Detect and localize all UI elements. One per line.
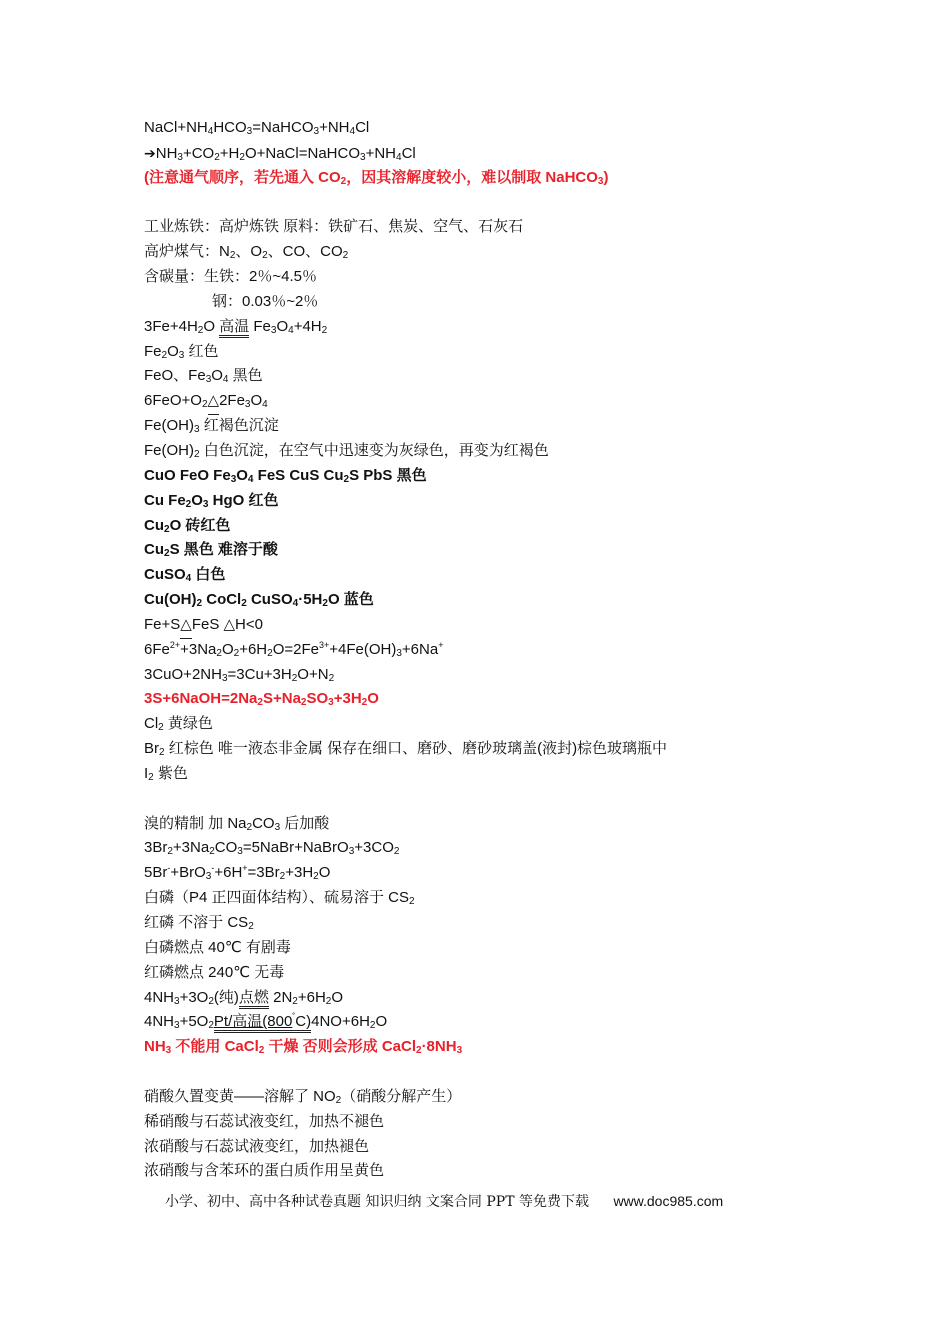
text-line: $Fe(OH)_2$ 白色沉淀，在空气中迅速变为灰绿色，再变为红褐色 bbox=[144, 441, 549, 460]
text-line: $Fe_2O_3$ 红色 bbox=[144, 342, 219, 361]
heat-symbol: △ bbox=[208, 389, 220, 415]
text-line: Cu $Fe_2O_3$ HgO 红色 bbox=[144, 491, 279, 510]
text-line: CuSO$_4$ 白色 bbox=[144, 566, 226, 585]
text-line: 红磷 不溶于 $CS_2$ bbox=[144, 914, 254, 932]
text-line: 浓硝酸与含苯环的蛋白质作用呈黄色 bbox=[144, 1162, 385, 1180]
text-line: 硝酸久置变黄——溶解了 $NO_2$（硝酸分解产生） bbox=[144, 1087, 462, 1106]
equation-line: $5Br^-+BrO_3^-+6H^+=3Br_2+3H_2O$ bbox=[144, 863, 331, 883]
text-line: $Fe(OH)_3$ 红褐色沉淀 bbox=[144, 417, 279, 436]
equation-line: $➔NH_3+CO_2+H_2O+NaCl=NaHCO_3+NH_4Cl$ bbox=[144, 144, 416, 163]
text-line: 工业炼铁：高炉炼铁 原料：铁矿石、焦炭、空气、石灰石 bbox=[144, 218, 524, 236]
reaction-condition: 高温 bbox=[219, 318, 249, 338]
text-line: 白磷（P4 正四面体结构）、硫易溶于 $CS_2$ bbox=[144, 889, 415, 908]
text-line: $Br_2$ 红棕色 唯一液态非金属 保存在细口、磨砂、磨砂玻璃盖(液封)棕色玻璃瓶中 bbox=[144, 740, 668, 759]
text-line: $Cu_2S$ 黑色 难溶于酸 bbox=[144, 541, 278, 560]
equation-line: $6FeO+O_2\triangle 2Fe_3O_4$ bbox=[144, 389, 864, 414]
page-footer bbox=[165, 1190, 723, 1212]
blank-line bbox=[144, 191, 864, 216]
blank-line bbox=[144, 787, 864, 812]
text-line: $I_2$ 紫色 bbox=[144, 764, 188, 783]
footer-text: 小学、初中、高中各种试卷真题 知识归纳 文案合同 PPT 等免费下载 bbox=[165, 1194, 589, 1210]
heat-symbol: △ bbox=[180, 613, 192, 639]
text-line: FeO、$Fe_3O_4$ 黑色 bbox=[144, 367, 263, 386]
equation-line: $3S+6NaOH=2Na_2S+Na_2SO_3+3H_2O$ bbox=[144, 690, 379, 709]
text-line: 红磷燃点 240℃ 无毒 bbox=[144, 963, 285, 981]
document-body bbox=[144, 116, 864, 1184]
equation-line: $6Fe^{2+}+3Na_2O_2+6H_2O=2Fe^{3+}+4Fe(OH)_3+6Na^+$ bbox=[144, 639, 444, 659]
reaction-condition: Pt/高温(800˚C) bbox=[214, 1013, 311, 1033]
blank-line bbox=[144, 1060, 864, 1085]
text-line: $Cu_2O$ 砖红色 bbox=[144, 516, 231, 535]
equation-line: Fe+S△FeS △H<0 bbox=[144, 613, 864, 638]
text-line: 稀硝酸与石蕊试液变红，加热不褪色 bbox=[144, 1112, 385, 1130]
footer-url[interactable]: www.doc985.com bbox=[613, 1193, 724, 1209]
equation-line: $3Br_2+3Na_2CO_3=5NaBr+NaBrO_3+3CO_2$ bbox=[144, 839, 400, 858]
reaction-condition: 点燃 bbox=[239, 989, 269, 1009]
equation-line: $4NH_3+5O_2Pt/$高温$(800^˚C)4NO+6H_2O$ bbox=[144, 1012, 388, 1032]
text-line: $Cu(OH)_2$ CoCl$_2$ $CuSO_4\cdot 5H_2O$ 蓝色 bbox=[144, 591, 374, 610]
equation-line: $4NH_3+3O_2$(纯)点燃 $2N_2+6H_2O$ bbox=[144, 988, 344, 1007]
text-line: 白磷燃点 40℃ 有剧毒 bbox=[144, 938, 291, 956]
text-line: 溴的精制 加 $Na_2CO_3$ 后加酸 bbox=[144, 814, 330, 833]
equation-line: $3CuO+2NH_3=3Cu+3H_2O+N_2$ bbox=[144, 665, 335, 684]
note-line: (注意通气顺序，若先通入 $CO_2$，因其溶解度较小，难以制取 NaHCO$_3$) bbox=[144, 168, 609, 187]
text-line: 含碳量：生铁：2％~4.5％ bbox=[144, 268, 317, 286]
text-line: $Cl_2$ 黄绿色 bbox=[144, 715, 213, 734]
text-line: CuO FeO $Fe_3O_4$ FeS CuS $Cu_2S$ PbS 黑色 bbox=[144, 466, 427, 485]
equation-line: $3Fe+4H_2O$ 高温 $Fe_3O_4+4H_2$ bbox=[144, 317, 328, 336]
text-line: 高炉煤气：$N_2$、$O_2$、CO、$CO_2$ bbox=[144, 243, 349, 262]
text-line: 浓硝酸与石蕊试液变红，加热褪色 bbox=[144, 1137, 370, 1155]
text-line: 钢：0.03％~2％ bbox=[212, 292, 319, 310]
note-line: $NH_3$ 不能用 CaCl$_2$ 干燥 否则会形成 $CaCl_2\cdot 8NH_3$ bbox=[144, 1038, 463, 1057]
arrow-icon: ➔ bbox=[144, 144, 156, 161]
equation-line: $NaCl+NH_4HCO_3=NaHCO_3+NH_4Cl$ bbox=[144, 119, 370, 137]
